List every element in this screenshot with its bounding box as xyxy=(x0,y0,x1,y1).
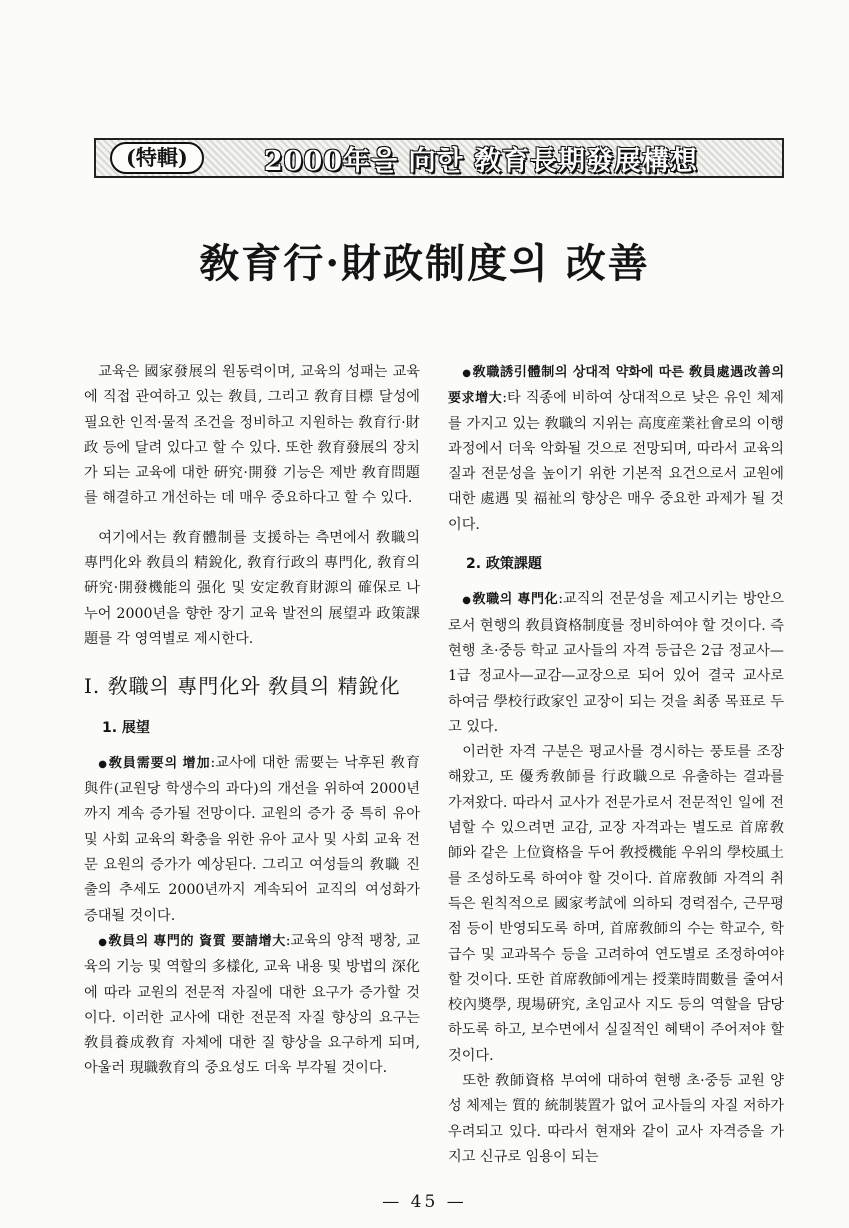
subsection-heading-policy: 2. 政策課題 xyxy=(466,556,542,573)
item-teacher-welfare xyxy=(448,360,784,538)
item-key: ● 敎職의 專門化 xyxy=(462,592,558,607)
item-professionalization xyxy=(448,587,784,740)
item-text: :타 직종에 비하여 상대적으로 낮은 유인 체제를 가지고 있는 敎職의 지위는 高度産業社會로의 이행 과정에서 더욱 악화될 것으로 전망되며, 따라서 교육의 질과 전문성을 높이기 위한 기본적 요건으로서 교원에 대한 處遇 및 福祉의 향상은 매우 중요한 과제가 될 것이다. xyxy=(448,390,784,533)
left-column xyxy=(84,360,420,1082)
right-column xyxy=(448,360,784,1170)
intro-paragraph-1: 교육은 國家發展의 원동력이며, 교육의 성패는 교육에 직접 관여하고 있는 敎員, 그리고 敎育目標 달성에 필요한 인적·물적 조건을 정비하고 지원하는 敎育行·財政 등에 달려 있다고 할 수 있다. 또한 敎育發展의 장치가 되는 교육에 대한 硏究·開發 기능은 제반 敎育問題를 해결하고 개선하는 데 매우 중요하다고 할 수 있다. xyxy=(84,364,420,507)
feature-tag: (特輯) xyxy=(110,142,204,174)
page-number: — 45 — xyxy=(382,1192,467,1212)
feature-banner xyxy=(94,138,784,178)
section-heading: Ⅰ. 敎職의 專門化와 敎員의 精銳化 xyxy=(84,674,401,699)
intro-paragraph-2: 여기에서는 敎育體制를 支援하는 측면에서 敎職의 專門化와 敎員의 精銳化, 敎育行政의 專門化, 敎育의 硏究·開發機能의 强化 및 安定敎育財源의 確保로 나누어 2000년을 향한 장기 교육 발전의 展望과 政策課題를 각 영역별로 제시한다. xyxy=(84,529,420,647)
body-paragraph-3: 또한 敎師資格 부여에 대하여 현행 초·중등 교원 양성 체제는 質的 統制裝置가 없어 교사들의 자질 저하가 우려되고 있다. 따라서 현재와 같이 교사 자격증을 가지고 신규로 임용이 되는 xyxy=(448,1073,784,1165)
subsection-heading-outlook: 1. 展望 xyxy=(102,719,150,736)
item-text: :교사에 대한 需要는 낙후된 敎育與件(교원당 학생수의 과다)의 개선을 위하여 2000년까지 계속 증가될 전망이다. 교원의 증가 중 특히 유아 및 사회 교육의 확충을 위한 유아 교사 및 사회 교육 전문 요원의 증가가 예상된다. 그리고 여성들의 敎職 진출의 추세도 2000년까지 계속되어 교직의 여성화가 증대될 것이다. xyxy=(84,754,420,924)
item-teacher-demand xyxy=(84,751,420,929)
article-title: 敎育行·財政制度의 改善 xyxy=(199,240,650,287)
item-key: ● 敎員의 專門的 資質 要請增大 xyxy=(98,934,286,949)
item-key: ● 敎員需要의 增加 xyxy=(98,756,210,771)
item-text: :교육의 양적 팽창, 교육의 기능 및 역할의 多樣化, 교육 내용 및 방법의 深化에 따라 교원의 전문적 자질에 대한 요구가 증가할 것이다. 이러한 교사에 대한 전문적 자질 향상의 요구는 敎員養成敎育 자체에 대한 질 향상을 요구하게 되며, 아울러 現職敎育의 중요성도 더욱 부각될 것이다. xyxy=(84,932,420,1077)
body-paragraph-2: 이러한 자격 구분은 평교사를 경시하는 풍토를 조장해왔고, 또 優秀敎師를 行政職으로 유출하는 결과를 가져왔다. 따라서 교사가 전문가로서 전문적인 일에 전념할 수 있으려면 교감, 교장 자격과는 별도로 首席敎師와 같은 上位資格을 두어 敎授機能 우위의 學校風土를 조성하도록 하여야 할 것이다. 首席敎師 자격의 취득은 원칙적으로 國家考試에 의하되 경력점수, 근무평점 등이 반영되도록 하며, 首席敎師의 수는 학교수, 학급수 및 교과목수 등을 고려하여 연도별로 조정하여야 할 것이다. 또한 首席敎師에게는 授業時間數를 줄여서 校內奬學, 現場硏究, 초임교사 지도 등의 역할을 담당하도록 하고, 보수면에서 실질적인 혜택이 주어져야 할 것이다. xyxy=(448,744,784,1064)
item-key: ● 敎職誘引體制의 상대적 약화에 따른 敎員處遇改善의 要求增大 xyxy=(448,365,784,406)
item-text: :교직의 전문성을 제고시키는 방안으로서 현행의 敎員資格制度를 정비하여야 할 것이다. 즉 현행 초·중등 학교 교사들의 자격 등급은 2급 정교사—1급 정교사—교감—교장으로 되어 있어 결국 교사로 하여금 學校行政家인 교장이 되는 것을 최종 목표로 두고 있다. xyxy=(448,591,784,735)
item-teacher-quality xyxy=(84,929,420,1082)
feature-title: 2000年을 向한 敎育長期發展構想 xyxy=(263,145,698,177)
